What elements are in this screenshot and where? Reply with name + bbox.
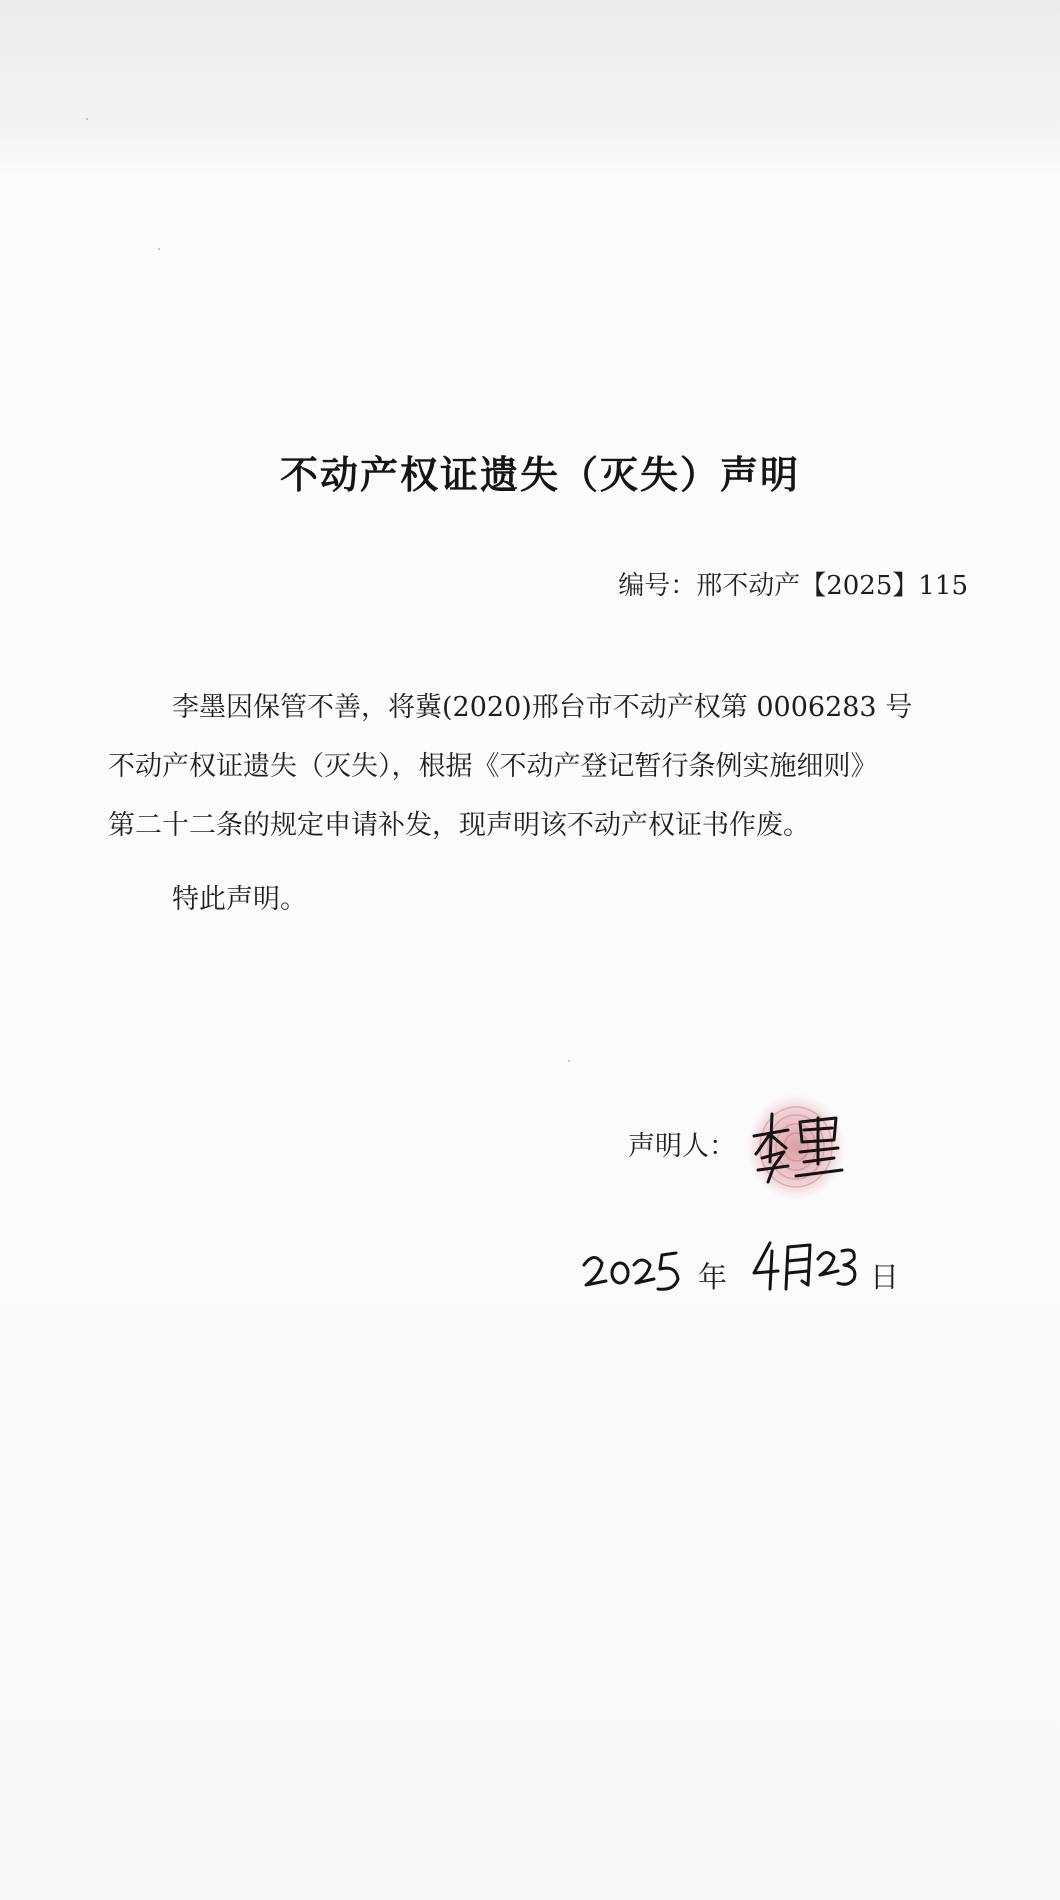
handwritten-year bbox=[580, 1243, 690, 1303]
body-line-2: 不动产权证遗失（灭失），根据《不动产登记暂行条例实施细则》 bbox=[108, 751, 878, 782]
document-number: 编号：邢不动产【2025】115 bbox=[618, 571, 968, 601]
body-line-3: 第二十二条的规定申请补发，现声明该不动产权证书作废。 bbox=[108, 810, 810, 841]
dust-speck bbox=[568, 1060, 570, 1062]
date-line bbox=[580, 1235, 920, 1315]
handwritten-month-day bbox=[748, 1235, 868, 1305]
day-unit: 日 bbox=[870, 1260, 900, 1294]
signature-drawing bbox=[748, 1100, 848, 1190]
year-unit: 年 bbox=[698, 1260, 728, 1294]
declaration-body bbox=[108, 678, 988, 855]
closing-statement: 特此声明。 bbox=[172, 884, 307, 915]
paper-shadow-band bbox=[0, 0, 1060, 175]
dust-speck bbox=[158, 248, 160, 250]
body-line-1: 李墨因保管不善，将冀(2020)邢台市不动产权第 0006283 号 bbox=[172, 692, 913, 723]
dust-speck bbox=[86, 118, 88, 120]
declarant-label: 声明人： bbox=[628, 1131, 736, 1162]
page-title: 不动产权证遗失（灭失）声明 bbox=[279, 452, 800, 497]
